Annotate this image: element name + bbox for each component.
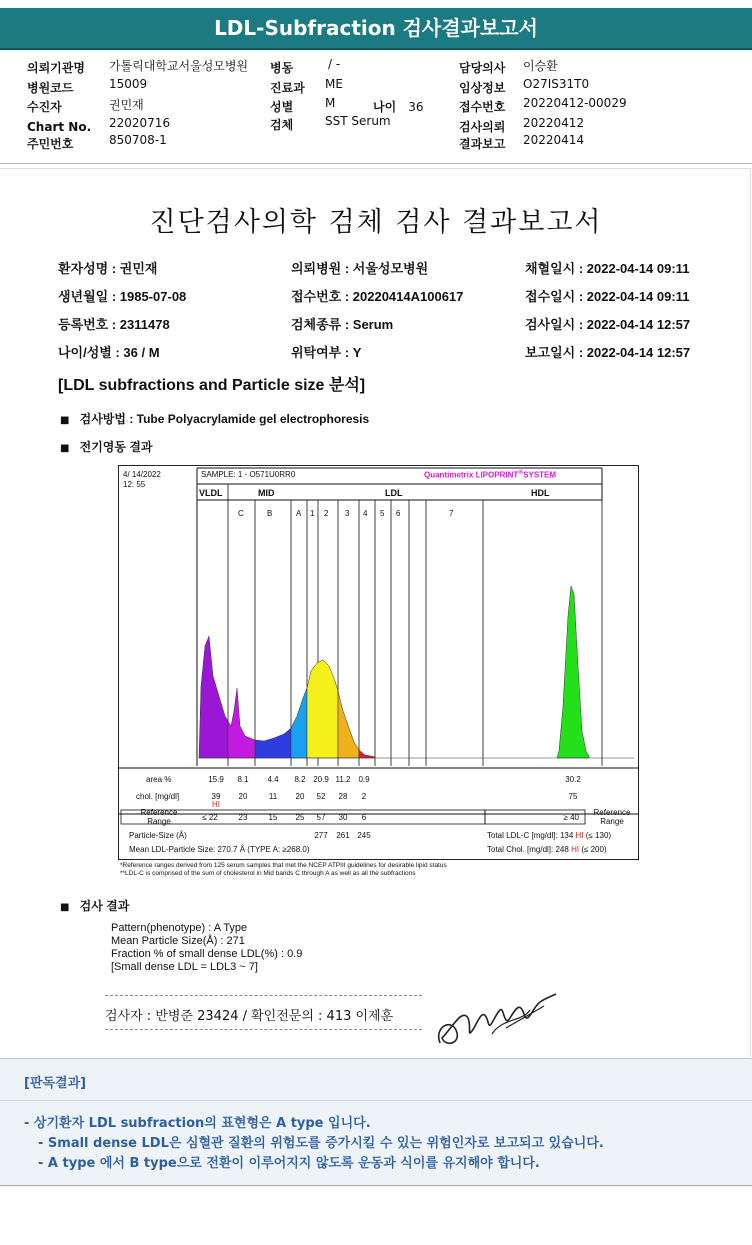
info-label: 검사의뢰 [459, 120, 506, 134]
ref-value: 15 [268, 813, 278, 822]
info-value: M [325, 96, 336, 110]
info-label: 주민번호 [27, 137, 74, 151]
row-label-mean: Mean LDL-Particle Size: 270.7 Å (TYPE A: ≥268.0) [129, 845, 310, 854]
info-label: 성별 [270, 100, 294, 114]
chol-value: 20 [295, 792, 305, 801]
info-value: 20220412 [523, 116, 585, 130]
info-label: 의뢰기관명 [27, 61, 85, 75]
band-label: 2 [324, 509, 329, 518]
judgement-line: - 상기환자 LDL subfraction의 표현형은 A type 입니다. [24, 1116, 371, 1131]
method-line [60, 408, 369, 427]
peak-area [359, 750, 375, 758]
area-value: 20.9 [313, 775, 329, 784]
patient-field: 접수번호 : 20220414A100617 [291, 289, 464, 304]
age-label: 나이 [373, 100, 397, 114]
band-label: 3 [345, 509, 350, 518]
total-chol-value: 248 [555, 845, 569, 854]
peak-area [255, 728, 291, 758]
ref-value: 30 [338, 813, 348, 822]
info-value: SST Serum [325, 114, 391, 128]
footnote-1: *Reference ranges derived from 125 serum samples that met the NCEP ATPIII guidelines for desirable lipid status [120, 862, 447, 869]
total-chol [487, 845, 607, 854]
report-title: 진단검사의학 검체 검사 결과보고서 [149, 207, 603, 238]
result-heading [60, 895, 129, 914]
hdl-ref: ≥ 40 [563, 813, 579, 822]
info-label: 검체 [270, 118, 294, 132]
info-value: 850708-1 [109, 133, 167, 147]
patient-field: 채혈일시 : 2022-04-14 09:11 [525, 261, 690, 276]
patient-field: 검사일시 : 2022-04-14 12:57 [525, 317, 691, 332]
info-label: 임상정보 [459, 81, 506, 95]
info-label: 수진자 [27, 100, 62, 114]
electro-line [60, 436, 153, 455]
patient-field: 의뢰병원 : 서울성모병원 [291, 261, 429, 276]
size-value: 261 [336, 831, 350, 840]
chol-value: 2 [361, 792, 367, 801]
electrophoresis-plot [119, 466, 638, 859]
info-label: 담당의사 [459, 61, 506, 75]
info-label: Chart No. [27, 120, 92, 134]
row-label-chol: chol. [mg/dl] [136, 792, 180, 801]
band-label: 7 [449, 509, 454, 518]
info-label: 결과보고 [459, 137, 506, 151]
result-heading-text: 검사 결과 [79, 899, 130, 913]
band-label: B [267, 509, 273, 518]
total-ldl-flag: HI [575, 831, 584, 840]
bottom-border [0, 1185, 752, 1186]
electro-heading: 전기영동 결과 [79, 440, 153, 454]
sample-label: SAMPLE: 1 - O571U0RR0 [201, 470, 296, 479]
patient-field: 등록번호 : 2311478 [58, 317, 170, 332]
row-label-area: area % [146, 775, 172, 784]
info-value: 권민재 [109, 98, 144, 112]
total-ldl-label: Total LDL-C [mg/dl]: [487, 831, 558, 840]
info-value: 가톨릭대학교서울성모병원 [109, 59, 249, 73]
footnote-2: **LDL-C is comprised of the sum of cholesterol in Mid bands C through A as well as all the subfractions [120, 870, 416, 877]
age-value: 36 [408, 100, 424, 114]
chol-value: 39 [211, 792, 221, 801]
bullet-icon: ■ [60, 902, 70, 913]
patient-field: 위탁여부 : Y [291, 345, 362, 360]
analysis-section-heading: [LDL subfractions and Particle size 분석] [58, 377, 366, 394]
band-label: 6 [396, 509, 401, 518]
patient-field: 보고일시 : 2022-04-14 12:57 [525, 345, 691, 360]
info-value: 이승환 [523, 59, 558, 73]
area-value: 8.1 [237, 775, 249, 784]
result-summary [111, 922, 302, 974]
header-divider [0, 48, 752, 50]
judgement-line: - A type 에서 B type으로 전환이 이루어지지 않도록 운동과 식이를 유지해야 합니다. [38, 1156, 540, 1171]
signature-rule [105, 995, 422, 996]
patient-field: 검체종류 : Serum [291, 317, 394, 332]
result-line: Mean Particle Size(Å) : 271 [111, 935, 245, 947]
info-value: 20220412-00029 [523, 96, 627, 110]
size-value: 245 [357, 831, 371, 840]
patient-field: 환자성명 : 권민재 [58, 261, 158, 276]
total-ldl-value: 134 [559, 831, 574, 840]
ref-value: 6 [361, 813, 367, 822]
peak-area [228, 688, 255, 758]
peak-area [307, 660, 338, 758]
chol-flag: HI [212, 800, 220, 809]
area-value: 11.2 [335, 775, 351, 784]
band-label: C [238, 509, 244, 518]
bullet-icon: ■ [60, 443, 70, 454]
info-value: ME [325, 77, 343, 91]
method-text: 검사방법 : Tube Polyacrylamide gel electrophoresis [79, 412, 370, 426]
area-value: 4.4 [267, 775, 279, 784]
info-value: 22020716 [109, 116, 171, 130]
region-vldl: VLDL [199, 488, 223, 498]
peak-area [557, 586, 589, 758]
result-line: [Small dense LDL = LDL3 ~ 7] [111, 961, 258, 973]
total-ldl-ref: (≤ 130) [585, 831, 612, 840]
size-value: 277 [314, 831, 328, 840]
peak-area [291, 688, 307, 758]
chol-value: 20 [238, 792, 248, 801]
peak-area [199, 636, 228, 758]
region-hdl: HDL [531, 488, 550, 498]
result-line: Fraction % of small dense LDL(%) : 0.9 [111, 948, 303, 960]
info-label: 병원코드 [27, 81, 74, 95]
ref-value: 57 [316, 813, 326, 822]
brand-suffix: SYSTEM [523, 470, 557, 480]
info-value: / - [328, 57, 341, 71]
band-label: A [296, 509, 302, 518]
lipoprint-chart [118, 465, 639, 860]
info-value: 15009 [109, 77, 148, 91]
brand-reg: ® [518, 469, 524, 476]
total-chol-ref: (≤ 200) [581, 845, 607, 854]
patient-field: 나이/성별 : 36 / M [58, 345, 160, 360]
signature-rule [105, 1029, 422, 1030]
band-label: 4 [363, 509, 368, 518]
patient-field: 접수일시 : 2022-04-14 09:11 [525, 289, 690, 304]
total-chol-flag: HI [571, 845, 580, 854]
age-field [373, 96, 423, 115]
area-value: 15.9 [208, 775, 224, 784]
chol-value: 11 [268, 792, 278, 801]
judgement-header: [판독결과] [24, 1076, 87, 1091]
info-value: 20220414 [523, 133, 585, 147]
area-value: 0.9 [358, 775, 370, 784]
brand-logo [424, 469, 556, 480]
band-dividers [228, 484, 602, 766]
report-header-title: LDL-Subfraction 검사결과보고서 [0, 8, 752, 48]
result-line: Pattern(phenotype) : A Type [111, 922, 248, 934]
judgement-line: - Small dense LDL은 심혈관 질환의 위험도를 증가시킬 수 있는 위험인자로 보고되고 있습니다. [38, 1136, 604, 1151]
ref-right: Reference Range [593, 808, 631, 826]
row-label-ref: Reference Range [140, 808, 178, 826]
curve-group [199, 586, 634, 758]
info-label: 병동 [270, 61, 294, 75]
band-label: 1 [310, 509, 315, 518]
judgement-divider [0, 1100, 752, 1101]
area-value: 30.2 [565, 775, 581, 784]
signer-line: 검사자 : 반병준 23424 / 확인전문의 : 413 이제훈 [105, 1009, 394, 1024]
brand-text: Quantimetrix LIPOPRINT [424, 470, 519, 480]
band-label: 5 [380, 509, 385, 518]
area-value: 8.2 [294, 775, 306, 784]
chart-time: 12: 55 [123, 480, 146, 489]
chart-date: 4/ 14/2022 [123, 470, 161, 479]
patient-info [58, 258, 718, 358]
row-label-size: Particle-Size (Å) [129, 831, 187, 840]
chol-value: 28 [338, 792, 348, 801]
patient-field: 생년월일 : 1985-07-08 [58, 289, 187, 304]
ref-value: 23 [238, 813, 248, 822]
info-value: O27IS31T0 [523, 77, 590, 91]
handwritten-signature [432, 988, 562, 1054]
chol-value: 52 [316, 792, 326, 801]
info-label: 접수번호 [459, 100, 506, 114]
ref-value: ≤ 22 [202, 813, 218, 822]
bullet-icon: ■ [60, 415, 70, 426]
section-divider [0, 163, 752, 164]
info-label: 진료과 [270, 81, 305, 95]
chol-value: 75 [568, 792, 578, 801]
total-ldl [487, 831, 611, 840]
total-chol-label: Total Chol. [mg/dl]: [487, 845, 554, 854]
region-mid: MID [258, 488, 275, 498]
peak-area [338, 691, 359, 758]
ref-value: 25 [295, 813, 305, 822]
region-ldl: LDL [385, 488, 403, 498]
